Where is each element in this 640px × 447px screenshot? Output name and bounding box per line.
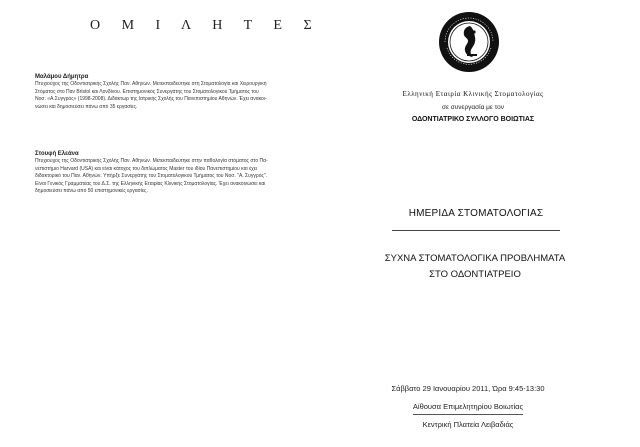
event-date: Σάββατο 29 Ιανουαρίου 2011, Ώρα 9:45-13:30: [391, 384, 545, 393]
divider: [413, 414, 523, 415]
society-seal-icon: [437, 10, 501, 74]
speaker-bio-line: Νοσ. «Α.Συγγρός» (1998-2008). Διδάκτωρ της Ιατρικής Σχολής του Πανεπιστημίου Αθηνών. Έχει ανακοι-: [35, 96, 267, 102]
speaker-bio-line: Πτυχιούχος της Οδοντιατρικής Σχολής Παν. Αθηνών. Μετεκπαιδεύτηκε στη Στοματολογία και Χειρουργική: [35, 81, 267, 87]
speaker-bio-line: διδακτορικό του Παν. Αθηνών. Υπήρξε Συνεργάτης του Στοματολογικού Τμήματος του Νοσ. "Α. Συγγρός".: [35, 173, 268, 179]
speaker-bio-line: δημοσιεύσει πάνω από 50 επιστημονικές εργασίες.: [35, 188, 148, 194]
event-type: ΗΜΕΡΙΔΑ ΣΤΟΜΑΤΟΛΟΓΙΑΣ: [408, 208, 544, 219]
speaker-bio-line: Στόματος στο Παν Bristol και Λονδίνου. Επιστημονικός Συνεργάτης του Στοματολογικού Τμήματος του: [35, 88, 259, 95]
association-name: ΟΔΟΝΤΙΑΤΡΙΚΟ ΣΥΛΛΟΓΟ ΒΟΙΩΤΙΑΣ: [411, 116, 535, 123]
event-title-line: ΣΥΧΝΑ ΣΤΟΜΑΤΟΛΟΓΙΚΑ ΠΡΟΒΛΗΜΑΤΑ: [384, 253, 566, 264]
speaker-name: Στουφή Ελεάνα: [35, 151, 79, 157]
speaker-bio-line: νεπιστήμιο Harvard (USA) και είναι κάτοχος του διπλώματος Master του ιδίου Πανεπιστημίου και έχει: [35, 165, 258, 172]
collaboration-text: σε συνεργασία με τον: [442, 104, 504, 111]
speaker-bio-line: Είναι Γενικός Γραμματέας του Δ.Σ. της Ελληνικής Εταιρίας Κλινικής Στοματολογίας. Έχει ανακοινώσει και: [35, 180, 266, 187]
speaker-name: Μαλάμου Δήμητρα: [35, 74, 89, 80]
society-name: Ελληνική Εταιρία Κλινικής Στοματολογίας: [402, 90, 544, 98]
speaker-bio-line: νώσει και δημοσιεύσει πάνω από 35 εργασίες.: [35, 103, 138, 110]
event-location: Κεντρική Πλατεία Λειβαδιάς: [422, 420, 514, 429]
divider: [392, 230, 560, 231]
speaker-block: [35, 150, 297, 196]
speakers-heading: Ο Μ Ι Λ Η Τ Ε Σ: [90, 18, 321, 33]
event-title-line: ΣΤΟ ΟΔΟΝΤΙΑΤΡΕΙΟ: [429, 269, 521, 280]
event-title: [370, 251, 580, 283]
event-venue: Αίθουσα Επιμελητηρίου Βοιωτίας: [412, 402, 524, 411]
speaker-bio-line: Πτυχιούχος της Οδοντιατρικής Σχολής Παν. Αθηνών. Μετεκπαιδεύτηκε στην παθολογία στόματος στο Πα-: [35, 158, 268, 164]
speaker-block: [35, 73, 297, 111]
